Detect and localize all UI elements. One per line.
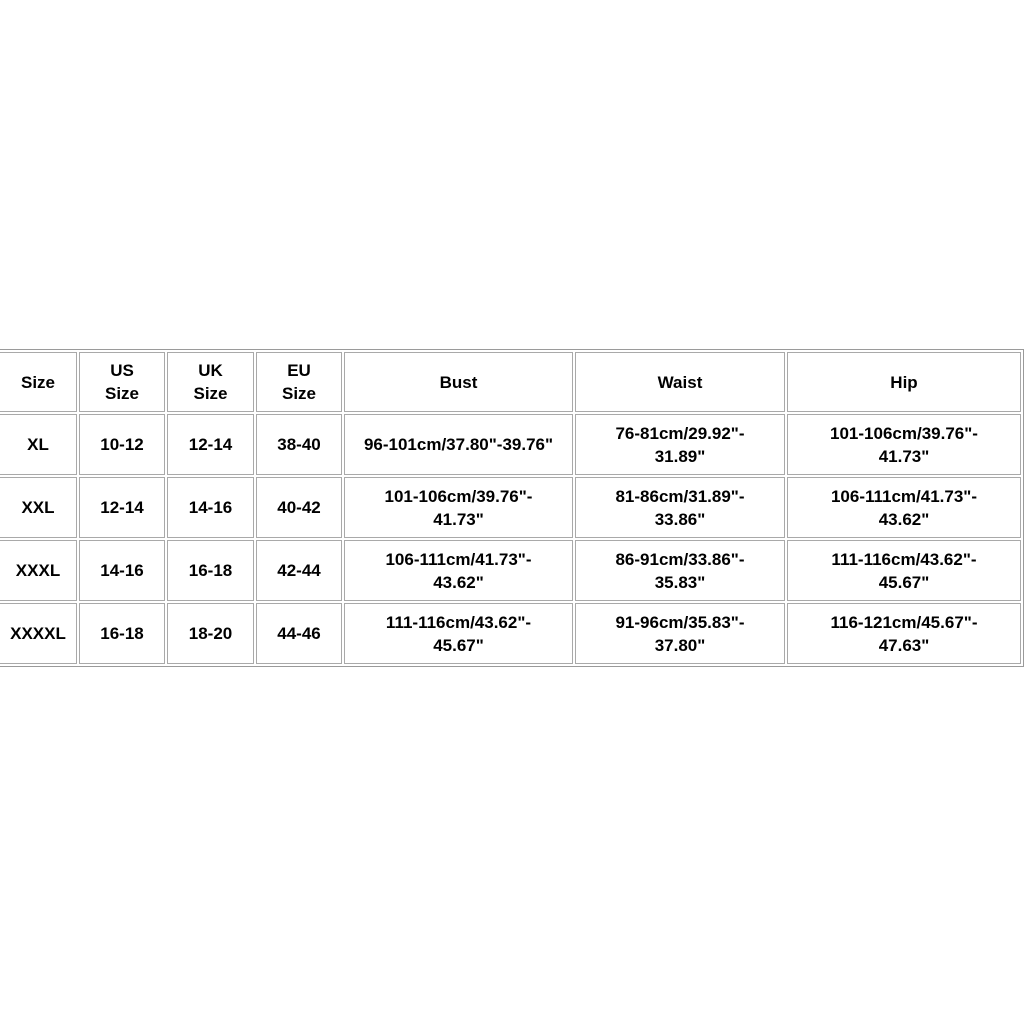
- cell-waist: [575, 603, 785, 664]
- header-bust-line: Bust: [439, 372, 478, 392]
- cell-uk-size: 12-14: [167, 414, 254, 475]
- table-row: [0, 540, 1021, 601]
- cell-hip-line-2: 47.63": [878, 635, 930, 655]
- cell-waist-line-1: 86-91cm/33.86"-: [615, 549, 745, 569]
- cell-us-size: 14-16: [79, 540, 165, 601]
- header-us-line-1: US: [110, 361, 134, 380]
- cell-uk-size: 14-16: [167, 477, 254, 538]
- cell-eu-size: 42-44: [256, 540, 342, 601]
- table-row: [0, 603, 1021, 664]
- cell-size: XXXL: [0, 540, 77, 601]
- header-uk-size: [167, 352, 254, 412]
- cell-hip: [787, 603, 1021, 664]
- cell-us-size: 16-18: [79, 603, 165, 664]
- size-chart-table: [0, 349, 1024, 667]
- header-waist-line: Waist: [657, 372, 703, 392]
- cell-bust-line-1: 106-111cm/41.73"-: [385, 549, 532, 569]
- header-eu-line-2: Size: [281, 384, 317, 403]
- cell-waist-line-2: 33.86": [654, 509, 706, 529]
- cell-waist-line-2: 37.80": [654, 635, 706, 655]
- cell-waist-line-2: 31.89": [654, 446, 706, 466]
- header-eu-size: [256, 352, 342, 412]
- header-uk-line-2: Size: [193, 384, 228, 403]
- cell-waist-line-1: 76-81cm/29.92"-: [615, 423, 745, 443]
- header-waist: [575, 352, 785, 412]
- header-size: [0, 352, 77, 412]
- header-row: [0, 352, 1021, 412]
- cell-us-size: 10-12: [79, 414, 165, 475]
- cell-hip: [787, 414, 1021, 475]
- cell-bust: [344, 540, 573, 601]
- cell-waist: [575, 477, 785, 538]
- cell-bust: [344, 414, 573, 475]
- cell-eu-size: 44-46: [256, 603, 342, 664]
- header-us-size: [79, 352, 165, 412]
- cell-size: XXL: [0, 477, 77, 538]
- cell-bust-line-2: 41.73": [433, 509, 484, 529]
- cell-waist-line-1: 91-96cm/35.83"-: [615, 612, 745, 632]
- cell-size: XL: [0, 414, 77, 475]
- cell-eu-size: 40-42: [256, 477, 342, 538]
- header-eu-line-1: EU: [287, 361, 311, 380]
- cell-waist: [575, 540, 785, 601]
- cell-bust: [344, 477, 573, 538]
- cell-bust-line-2: 45.67": [433, 635, 484, 655]
- header-hip-line: Hip: [890, 372, 918, 392]
- cell-uk-size: 18-20: [167, 603, 254, 664]
- cell-hip: [787, 540, 1021, 601]
- table-row: [0, 414, 1021, 475]
- cell-bust-line-2: 43.62": [433, 572, 484, 592]
- cell-bust-line-1: 101-106cm/39.76"-: [384, 486, 533, 506]
- cell-hip-line-1: 116-121cm/45.67"-: [830, 612, 978, 632]
- cell-waist: [575, 414, 785, 475]
- cell-hip-line-1: 106-111cm/41.73"-: [830, 486, 978, 506]
- cell-eu-size: 38-40: [256, 414, 342, 475]
- cell-hip-line-1: 101-106cm/39.76"-: [830, 423, 978, 443]
- cell-us-size: 12-14: [79, 477, 165, 538]
- header-hip: [787, 352, 1021, 412]
- cell-bust-line-1: 111-116cm/43.62"-: [385, 612, 532, 632]
- cell-uk-size: 16-18: [167, 540, 254, 601]
- header-size-line: Size: [20, 372, 56, 392]
- header-bust: [344, 352, 573, 412]
- cell-hip: [787, 477, 1021, 538]
- cell-size: XXXXL: [0, 603, 77, 664]
- cell-hip-line-2: 43.62": [878, 509, 930, 529]
- cell-hip-line-2: 45.67": [878, 572, 930, 592]
- cell-waist-line-1: 81-86cm/31.89"-: [615, 486, 745, 506]
- cell-waist-line-2: 35.83": [654, 572, 706, 592]
- cell-bust-line-1: 96-101cm/37.80"-39.76": [363, 435, 554, 454]
- header-us-line-2: Size: [104, 384, 140, 403]
- cell-bust: [344, 603, 573, 664]
- header-uk-line-1: UK: [198, 361, 223, 380]
- table-row: [0, 477, 1021, 538]
- cell-hip-line-1: 111-116cm/43.62"-: [831, 549, 977, 569]
- cell-hip-line-2: 41.73": [878, 446, 930, 466]
